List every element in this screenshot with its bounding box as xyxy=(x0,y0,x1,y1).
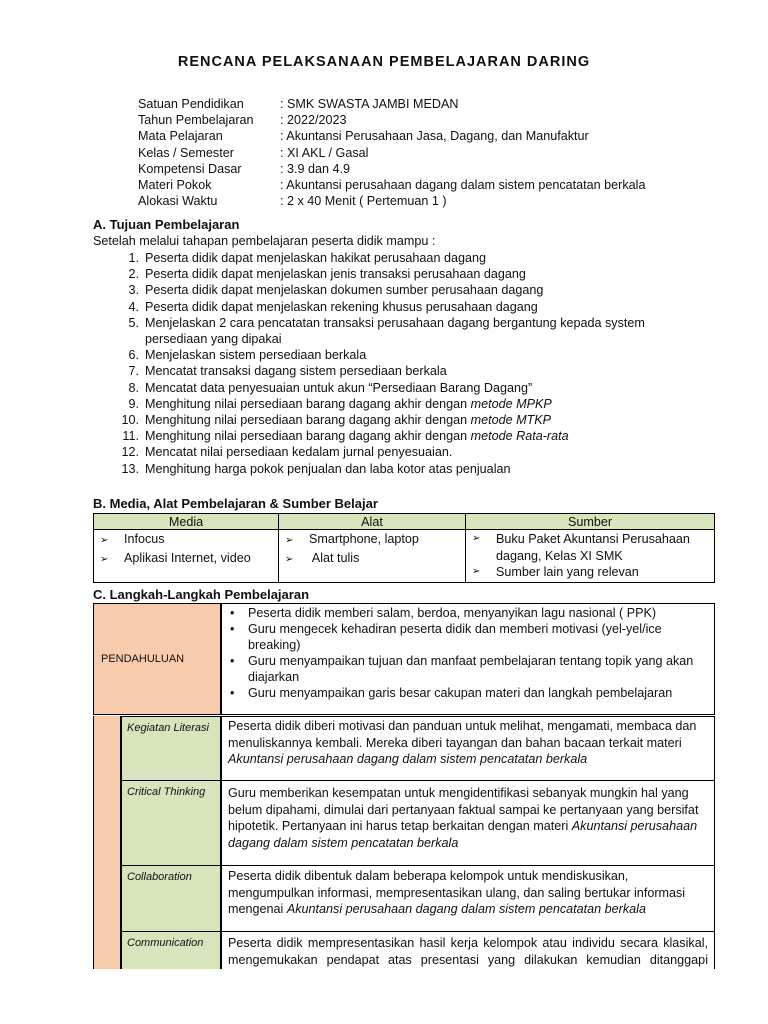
list-item xyxy=(472,531,708,564)
item-text-main: Menghitung nilai persediaan barang dagang akhir dengan xyxy=(145,429,471,444)
item-number: 11. xyxy=(122,429,139,444)
arrow-bullet-icon: ➢ xyxy=(285,535,294,546)
item-number: 8. xyxy=(128,380,139,395)
step-text-emphasis: Akuntansi perusahaan dagang dalam sistem pencatatan berkala xyxy=(228,819,698,850)
step-content-collaboration xyxy=(221,865,715,932)
media-item: Aplikasi Internet, video xyxy=(124,550,251,565)
pendahuluan-item: Guru menyampaikan garis besar cakupan materi dan langkah pembelajaran xyxy=(248,686,673,700)
list-item xyxy=(285,550,459,569)
list-item xyxy=(110,412,710,428)
item-text xyxy=(145,282,710,298)
step-text: Guru memberikan kesempatan untuk mengidentifikasi sebanyak mungkin hal yang belum dipahami, dimulai dari pertanyaan faktual sampai ke pertanyaan yang bersifat hipotetik. Pertanyaan ini harus tetap berkaitan dengan materi xyxy=(228,786,699,833)
info-value: : Akuntansi Perusahaan Jasa, Dagang, dan Manufaktur xyxy=(280,129,589,144)
item-text xyxy=(145,412,710,428)
item-text xyxy=(145,380,710,396)
item-text-main: Menghitung nilai persediaan barang dagang akhir dengan xyxy=(145,396,471,411)
step-text: Peserta didik diberi motivasi dan panduan untuk melihat, mengamati, membaca dan menuliskannya kembali. Mereka diberi tayangan dan bahan bacaan terkait materi xyxy=(228,719,697,750)
item-text xyxy=(145,266,710,282)
step-label-critical-thinking: Critical Thinking xyxy=(121,780,221,866)
dot-bullet-icon: • xyxy=(230,606,235,620)
pendahuluan-label: PENDAHULUAN xyxy=(101,653,185,665)
table-row xyxy=(94,530,715,583)
item-text-main: Menjelaskan sistem persediaan berkala xyxy=(145,348,367,363)
item-text xyxy=(145,299,710,315)
item-number: 13. xyxy=(121,461,139,476)
pendahuluan-item: Peserta didik memberi salam, berdoa, menyanyikan lagu nasional ( PPK) xyxy=(248,606,657,620)
list-item xyxy=(110,444,710,460)
list-item xyxy=(110,250,710,266)
list-item xyxy=(100,550,272,569)
list-item xyxy=(230,605,710,621)
item-text xyxy=(145,363,710,379)
section-a-intro: Setelah melalui tahapan pembelajaran peserta didik mampu : xyxy=(93,234,436,248)
item-number: 10. xyxy=(121,413,139,428)
item-number: 5. xyxy=(128,315,139,330)
info-row xyxy=(138,96,645,112)
item-number: 3. xyxy=(128,283,139,298)
col-header-alat: Alat xyxy=(279,514,466,530)
arrow-bullet-icon: ➢ xyxy=(100,553,109,565)
list-item xyxy=(110,315,710,347)
arrow-bullet-icon: ➢ xyxy=(472,566,481,577)
item-text-emphasis: metode MTKP xyxy=(470,413,552,428)
sumber-item: Sumber lain yang relevan xyxy=(496,565,639,579)
alat-item: Smartphone, laptop xyxy=(309,532,419,546)
item-number: 4. xyxy=(128,299,139,314)
document-title: RENCANA PELAKSANAAN PEMBELAJARAN DARING xyxy=(177,54,591,70)
item-text-main: Peserta didik dapat menjelaskan rekening khusus perusahaan dagang xyxy=(145,299,538,314)
item-text xyxy=(145,461,710,477)
step-content-literasi xyxy=(221,716,715,781)
info-label: Materi Pokok xyxy=(138,178,212,193)
item-text-main: Menghitung nilai persediaan barang dagang akhir dengan xyxy=(145,413,471,428)
item-number: 9. xyxy=(128,396,139,411)
goals-list xyxy=(110,250,710,477)
media-item: Infocus xyxy=(124,532,165,546)
info-label: Tahun Pembelajaran xyxy=(138,113,254,128)
list-item xyxy=(110,380,710,396)
dot-bullet-icon: • xyxy=(230,654,235,668)
arrow-bullet-icon: ➢ xyxy=(472,533,481,544)
item-text-emphasis: metode Rata-rata xyxy=(470,429,569,444)
info-row xyxy=(138,128,645,144)
list-item xyxy=(110,282,710,298)
media-table xyxy=(93,513,715,583)
pendahuluan-content xyxy=(221,603,715,715)
item-text-main: Peserta didik dapat menjelaskan dokumen sumber perusahaan dagang xyxy=(145,283,544,298)
alat-item: Alat tulis xyxy=(309,550,360,565)
step-text-emphasis: Akuntansi perusahaan dagang dalam sistem pencatatan berkala xyxy=(286,902,646,916)
pendahuluan-label-cell xyxy=(93,603,221,715)
pendahuluan-item: Guru menyampaikan tujuan dan manfaat pembelajaran tentang topik yang akan diajarkan xyxy=(248,654,694,684)
info-value: : 2 x 40 Menit ( Pertemuan 1 ) xyxy=(280,194,447,209)
sumber-cell xyxy=(466,530,715,583)
info-row xyxy=(138,161,645,177)
item-text-main: Peserta didik dapat menjelaskan jenis transaksi perusahaan dagang xyxy=(145,267,526,282)
item-text-emphasis: metode MPKP xyxy=(470,396,552,411)
list-item xyxy=(110,428,710,444)
list-item xyxy=(110,363,710,379)
alat-cell xyxy=(279,530,466,583)
info-value: : XI AKL / Gasal xyxy=(280,145,369,160)
item-text xyxy=(145,428,710,444)
section-b-heading: B. Media, Alat Pembelajaran & Sumber Belajar xyxy=(93,496,378,511)
item-text xyxy=(145,250,710,266)
info-row xyxy=(138,193,645,209)
item-text-main: Mencatat data penyesuaian untuk akun “Persediaan Barang Dagang” xyxy=(145,380,533,395)
section-c-heading: C. Langkah-Langkah Pembelajaran xyxy=(93,587,310,602)
item-text xyxy=(145,347,710,363)
info-label: Kelas / Semester xyxy=(138,145,234,160)
step-text-emphasis: Akuntansi perusahaan dagang dalam sistem pencatatan berkala xyxy=(228,752,588,766)
info-value: : 2022/2023 xyxy=(280,113,347,128)
step-content-communication xyxy=(221,931,715,969)
dot-bullet-icon: • xyxy=(230,686,235,700)
list-item xyxy=(230,621,710,653)
item-text xyxy=(145,315,710,347)
info-value: : 3.9 dan 4.9 xyxy=(280,161,351,176)
item-number: 2. xyxy=(128,267,139,282)
list-item xyxy=(110,347,710,363)
item-text xyxy=(145,444,710,460)
list-item xyxy=(110,266,710,282)
item-text-main: Mencatat transaksi dagang sistem persediaan berkala xyxy=(145,364,447,379)
arrow-bullet-icon: ➢ xyxy=(100,535,109,546)
item-text-main: Menghitung harga pokok penjualan dan laba kotor atas penjualan xyxy=(145,461,511,476)
media-cell xyxy=(94,530,279,583)
info-label: Satuan Pendidikan xyxy=(138,97,244,111)
list-item xyxy=(110,299,710,315)
table-header-row xyxy=(94,514,715,530)
col-header-media: Media xyxy=(94,514,279,530)
info-row xyxy=(138,177,645,193)
list-item xyxy=(472,564,708,581)
item-number: 7. xyxy=(128,364,139,379)
info-label: Mata Pelajaran xyxy=(138,129,223,144)
item-number: 1. xyxy=(128,251,139,265)
info-value: : SMK SWASTA JAMBI MEDAN xyxy=(280,97,459,111)
col-header-sumber: Sumber xyxy=(466,514,715,530)
item-number: 6. xyxy=(128,348,139,363)
list-item xyxy=(285,531,459,550)
kegiatan-inti-strip xyxy=(93,716,121,969)
step-text: Peserta didik mempresentasikan hasil kerja kelompok atau individu secara klasikal, mengemukakan pendapat atas presentasi yang dilakukan kemudian ditanggapi xyxy=(228,936,708,967)
step-label-communication: Communication xyxy=(121,931,221,969)
item-text-main: Menjelaskan 2 cara pencatatan transaksi perusahaan dagang bergantung kepada system persediaan yang dipakai xyxy=(145,315,645,347)
item-text-main: Peserta didik dapat menjelaskan hakikat perusahaan dagang xyxy=(145,251,486,265)
pendahuluan-item: Guru mengecek kehadiran peserta didik dan memberi motivasi (yel-yel/ice breaking) xyxy=(248,622,662,652)
info-value: : Akuntansi perusahaan dagang dalam sistem pencatatan berkala xyxy=(280,178,646,193)
step-text: Peserta didik dibentuk dalam beberapa kelompok untuk mendiskusikan, mengumpulkan informasi, mempresentasikan ulang, dan saling bertukar informasi mengenai xyxy=(228,869,686,916)
step-label-literasi: Kegiatan Literasi xyxy=(121,716,221,781)
info-label: Kompetensi Dasar xyxy=(138,161,242,176)
step-label-collaboration: Collaboration xyxy=(121,865,221,932)
list-item xyxy=(110,396,710,412)
dot-bullet-icon: • xyxy=(230,622,235,636)
info-block xyxy=(138,96,645,209)
list-item xyxy=(100,531,272,550)
item-text xyxy=(145,396,710,412)
section-a-heading: A. Tujuan Pembelajaran xyxy=(93,217,240,232)
list-item xyxy=(230,653,710,685)
step-content-critical-thinking xyxy=(221,780,715,866)
list-item xyxy=(230,685,710,701)
sumber-item: Buku Paket Akuntansi Perusahaan dagang, Kelas XI SMK xyxy=(496,532,690,563)
info-row xyxy=(138,145,645,161)
list-item xyxy=(110,461,710,477)
item-text-main: Mencatat nilai persediaan kedalam jurnal penyesuaian. xyxy=(145,445,453,460)
arrow-bullet-icon: ➢ xyxy=(285,553,294,565)
info-row xyxy=(138,112,645,128)
item-number: 12. xyxy=(121,445,139,460)
info-label: Alokasi Waktu xyxy=(138,194,218,209)
